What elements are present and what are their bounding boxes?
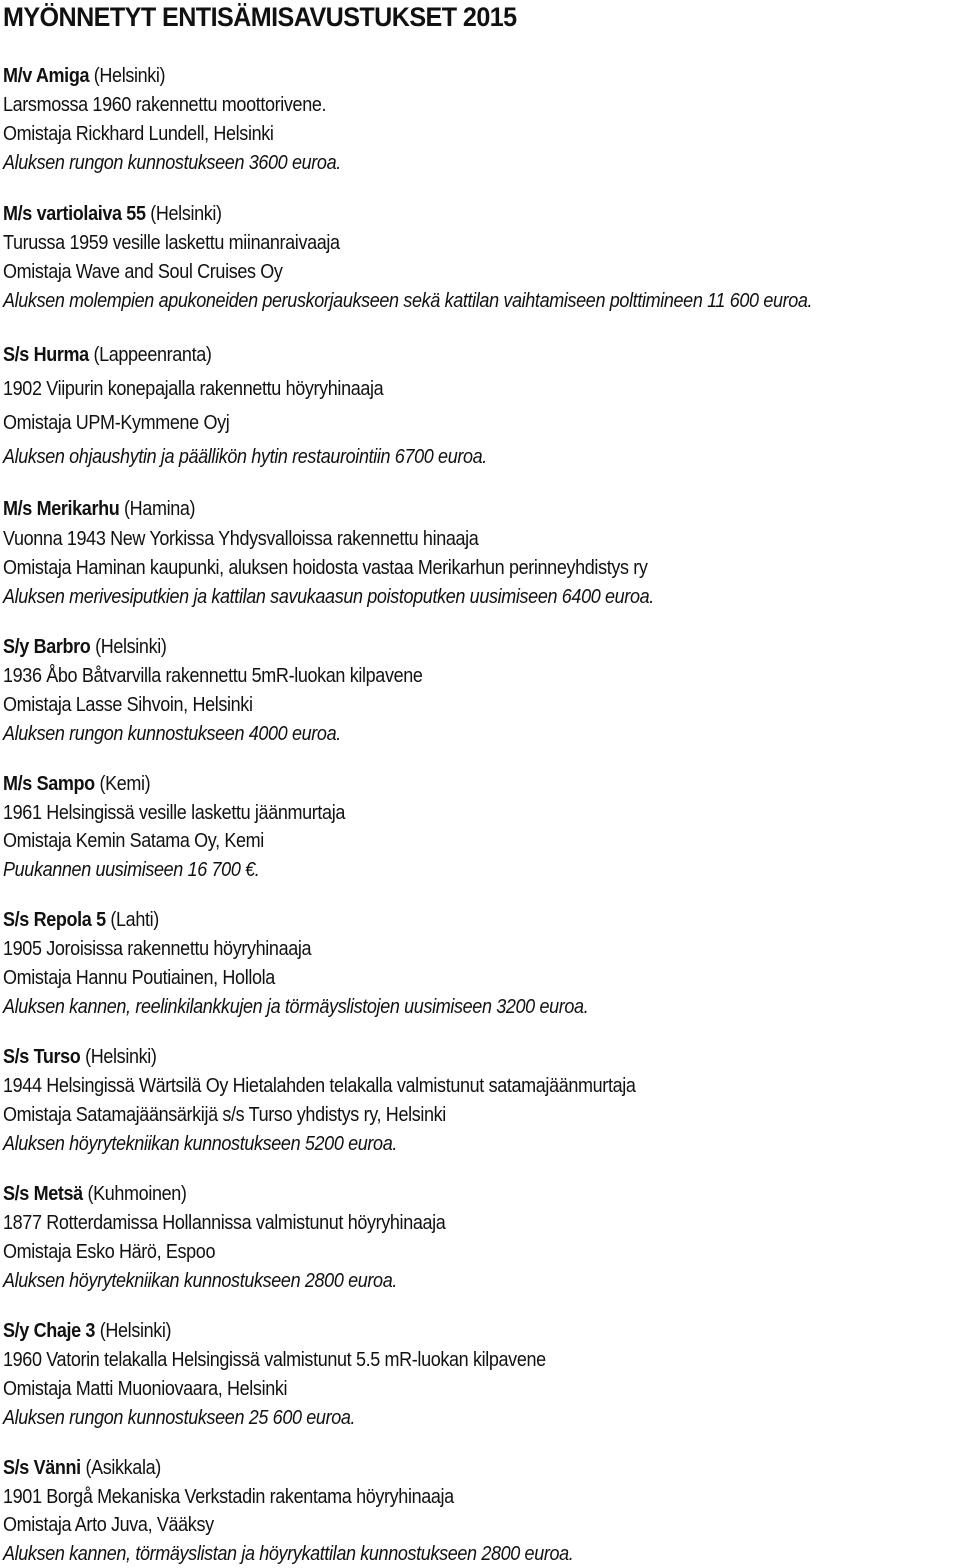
vessel-heading bbox=[3, 1319, 171, 1343]
grant-purpose: Aluksen rungon kunnostukseen 4000 euroa. bbox=[3, 723, 341, 745]
vessel-build-info: 1901 Borgå Mekaniska Verkstadin rakentama höyryhinaaja bbox=[3, 1486, 454, 1508]
vessel-build-info: Vuonna 1943 New Yorkissa Yhdysvalloissa rakennettu hinaaja bbox=[3, 528, 479, 550]
vessel-build-info: Turussa 1959 vesille laskettu miinanraivaaja bbox=[3, 232, 340, 254]
vessel-build-info: 1877 Rotterdamissa Hollannissa valmistunut höyryhinaaja bbox=[3, 1212, 446, 1234]
vessel-owner: Omistaja Haminan kaupunki, aluksen hoidosta vastaa Merikarhun perinneyhdistys ry bbox=[3, 557, 648, 579]
vessel-owner: Omistaja Wave and Soul Cruises Oy bbox=[3, 261, 283, 283]
vessel-name: S/y Barbro bbox=[3, 636, 91, 658]
grant-purpose: Aluksen merivesiputkien ja kattilan savukaasun poistoputken uusimiseen 6400 euroa. bbox=[3, 586, 654, 608]
vessel-heading bbox=[3, 635, 167, 659]
vessel-build-info: 1936 Åbo Båtvarvilla rakennettu 5mR-luokan kilpavene bbox=[3, 665, 423, 687]
vessel-home-port: (Kuhmoinen) bbox=[87, 1183, 187, 1205]
vessel-build-info: Larsmossa 1960 rakennettu moottorivene. bbox=[3, 94, 327, 116]
vessel-name: S/s Repola 5 bbox=[3, 909, 106, 931]
vessel-heading bbox=[3, 1456, 161, 1480]
vessel-name: S/s Vänni bbox=[3, 1457, 81, 1479]
vessel-heading bbox=[3, 1182, 187, 1206]
vessel-home-port: (Helsinki) bbox=[99, 1320, 172, 1342]
grant-purpose: Aluksen molempien apukoneiden peruskorjaukseen sekä kattilan vaihtamiseen polttimineen 11 600 euroa. bbox=[3, 290, 813, 312]
vessel-heading bbox=[3, 1045, 157, 1069]
vessel-owner: Omistaja Arto Juva, Vääksy bbox=[3, 1514, 214, 1536]
vessel-name: M/s Merikarhu bbox=[3, 498, 120, 520]
grant-purpose: Aluksen ohjaushytin ja päällikön hytin restaurointiin 6700 euroa. bbox=[3, 446, 487, 468]
vessel-owner: Omistaja Hannu Poutiainen, Hollola bbox=[3, 967, 275, 989]
grant-purpose: Aluksen rungon kunnostukseen 25 600 euroa. bbox=[3, 1407, 356, 1429]
vessel-home-port: (Helsinki) bbox=[95, 636, 167, 658]
vessel-name: S/s Metsä bbox=[3, 1183, 83, 1205]
grant-purpose: Aluksen kannen, törmäyslistan ja höyrykattilan kunnostukseen 2800 euroa. bbox=[3, 1543, 574, 1565]
vessel-owner: Omistaja Lasse Sihvoin, Helsinki bbox=[3, 694, 253, 716]
vessel-heading bbox=[3, 343, 212, 367]
vessel-owner: Omistaja Rickhard Lundell, Helsinki bbox=[3, 123, 274, 145]
page-title: MYÖNNETYT ENTISÄMISAVUSTUKSET 2015 bbox=[3, 2, 517, 32]
vessel-home-port: (Lappeenranta) bbox=[93, 344, 212, 366]
vessel-home-port: (Helsinki) bbox=[85, 1046, 157, 1068]
vessel-owner: Omistaja Kemin Satama Oy, Kemi bbox=[3, 830, 264, 852]
vessel-home-port: (Hamina) bbox=[124, 498, 196, 520]
vessel-heading bbox=[3, 202, 222, 226]
vessel-name: M/v Amiga bbox=[3, 65, 90, 87]
vessel-build-info: 1960 Vatorin telakalla Helsingissä valmistunut 5.5 mR-luokan kilpavene bbox=[3, 1349, 546, 1371]
vessel-home-port: (Helsinki) bbox=[93, 65, 166, 87]
vessel-build-info: 1944 Helsingissä Wärtsilä Oy Hietalahden telakalla valmistunut satamajäänmurtaja bbox=[3, 1075, 636, 1097]
vessel-heading bbox=[3, 64, 165, 88]
grant-purpose: Aluksen rungon kunnostukseen 3600 euroa. bbox=[3, 152, 341, 174]
grant-purpose: Puukannen uusimiseen 16 700 €. bbox=[3, 859, 260, 881]
vessel-home-port: (Lahti) bbox=[110, 909, 159, 931]
vessel-name: S/s Turso bbox=[3, 1046, 81, 1068]
grant-purpose: Aluksen höyrytekniikan kunnostukseen 5200 euroa. bbox=[3, 1133, 397, 1155]
vessel-name: S/s Hurma bbox=[3, 344, 89, 366]
vessel-home-port: (Kemi) bbox=[99, 773, 151, 795]
vessel-home-port: (Asikkala) bbox=[85, 1457, 161, 1479]
vessel-owner: Omistaja UPM-Kymmene Oyj bbox=[3, 412, 230, 434]
vessel-heading bbox=[3, 772, 150, 796]
vessel-home-port: (Helsinki) bbox=[150, 203, 222, 225]
vessel-heading bbox=[3, 497, 195, 521]
grant-purpose: Aluksen höyrytekniikan kunnostukseen 2800 euroa. bbox=[3, 1270, 397, 1292]
grant-purpose: Aluksen kannen, reelinkilankkujen ja törmäyslistojen uusimiseen 3200 euroa. bbox=[3, 996, 589, 1018]
vessel-build-info: 1905 Joroisissa rakennettu höyryhinaaja bbox=[3, 938, 312, 960]
vessel-name: S/y Chaje 3 bbox=[3, 1320, 96, 1342]
vessel-build-info: 1961 Helsingissä vesille laskettu jäänmurtaja bbox=[3, 802, 345, 824]
vessel-name: M/s Sampo bbox=[3, 773, 95, 795]
vessel-name: M/s vartiolaiva 55 bbox=[3, 203, 146, 225]
vessel-owner: Omistaja Matti Muoniovaara, Helsinki bbox=[3, 1378, 288, 1400]
vessel-owner: Omistaja Satamajäänsärkijä s/s Turso yhdistys ry, Helsinki bbox=[3, 1104, 446, 1126]
vessel-build-info: 1902 Viipurin konepajalla rakennettu höyryhinaaja bbox=[3, 378, 384, 400]
vessel-owner: Omistaja Esko Härö, Espoo bbox=[3, 1241, 216, 1263]
vessel-heading bbox=[3, 908, 159, 932]
